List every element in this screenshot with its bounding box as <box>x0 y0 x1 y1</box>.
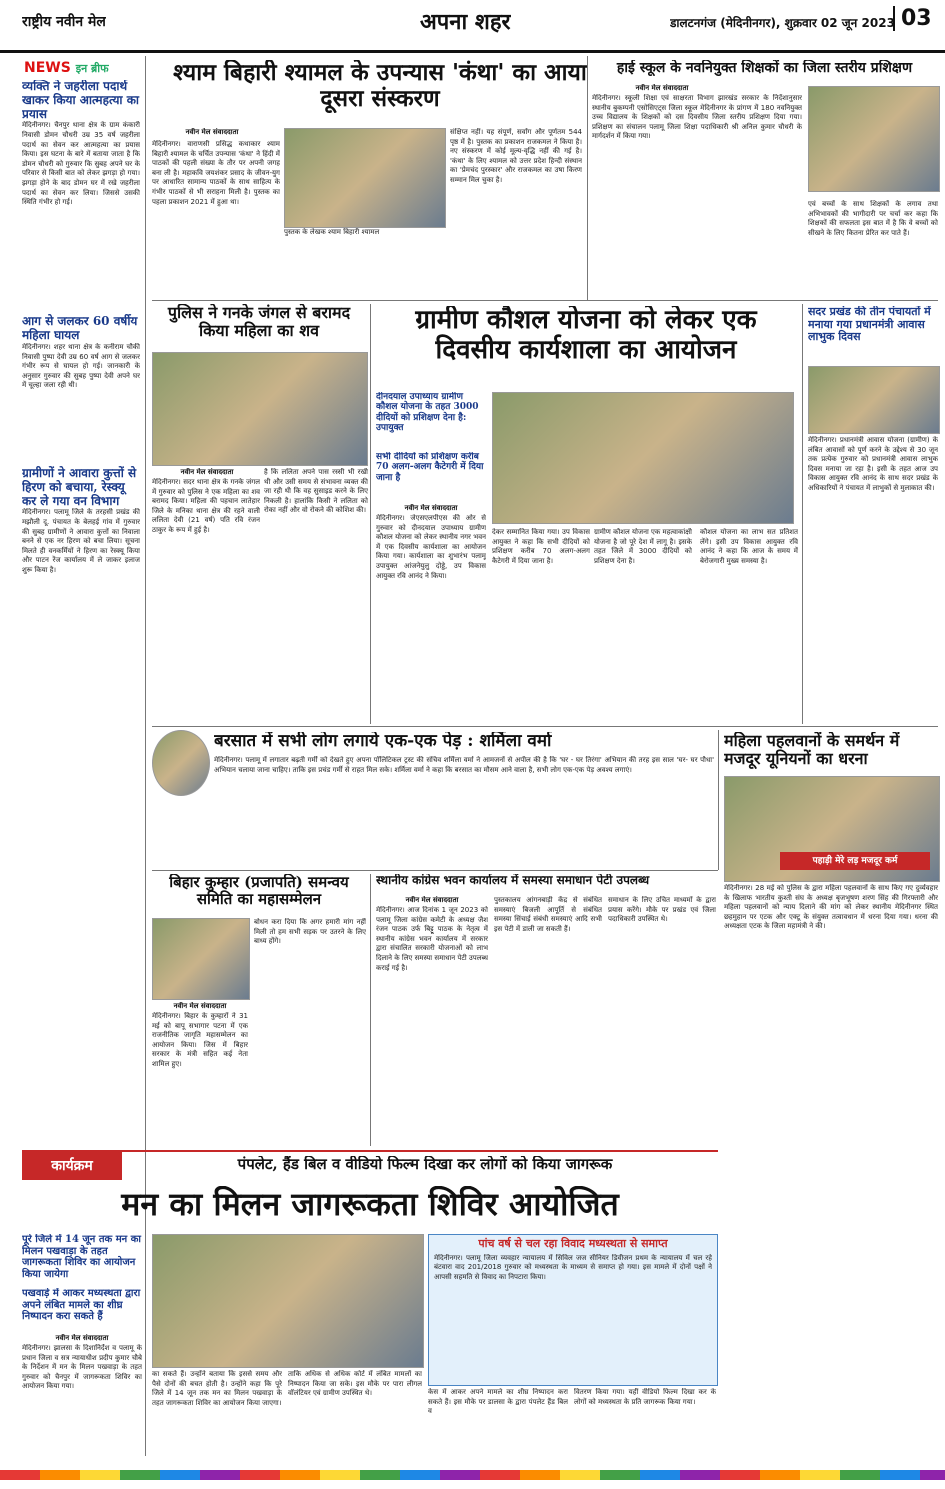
row-divider <box>152 870 718 871</box>
congress-headline: स्थानीय कांग्रेस भवन कार्यालय में समस्या समाधान पेटी उपलब्ध <box>376 874 650 887</box>
gramin-body: मेदिनीनगर। जेएसएलपीएस की ओर से गुरुवार को दीनदयाल उपाध्याय ग्रामीण कौशल योजना को लेकर स्थानीय नगर भवन में एक दिवसीय कार्यशाला का आयोजन किया गया। कार्यशाला का शुभारंभ पलामू उपायुक्त आंजनेयुलु दोड्डे, उप विकास आयुक्त रवि आनंद ने किया। <box>376 514 486 580</box>
police-headline: पुलिस ने गनके जंगल से बरामद किया महिला का शव <box>167 304 351 341</box>
lead-body: मेदिनीनगर। वाराणसी प्रसिद्ध कथाकार श्याम बिहारी श्यामल के चर्चित उपन्यास 'कंथा' ने हिंदी में पाठकों की पहली संख्या के तौर पर अपनी जगह बना ली है। महाकवि जयशंकर प्रसाद के जीवन-युग पर आधारित सामान्य पाठकों के साथ साहित्य के गंभीर पाठकों से भी सराहना मिली है। पुस्तक का पहला प्रकाशन 2021 में हुआ था। <box>152 140 280 206</box>
mediation-kicker: पूरे जिले में 14 जून तक मन का मिलन पखवाड़ा के तहत जागरूकता शिविर का आयोजन किया जायेगा <box>22 1234 141 1280</box>
brief-body-3: मेदिनीनगर। पलामू जिले के तरहसी प्रखंड की मझौली दू. पंचायत के बेलहई गांव में गुरुवार की सुबह ग्रामीणों ने आवारा कुत्तों का निवाला बनने से एक नर हिरण को बचा लिया। सूचना मिलते ही वनकर्मियों ने हिरण का रेस्क्यू किया और पाटन रेंज कार्यालय में ले जाकर इलाज शुरू किया है। <box>22 508 140 574</box>
school-headline: हाई स्कूल के नवनियुक्त शिक्षकों का जिला स्तरीय प्रशिक्षण <box>616 60 913 76</box>
mediation-body-3: ताकि अधिक से अधिक कोर्ट में लंबित मामलों का निष्पादन किया जा सके। इस मौके पर पारा लीगल वॉलंटियर एवं ग्रामीण उपस्थित थे। <box>288 1370 422 1398</box>
brief-title-2: आग से जलकर 60 वर्षीय महिला घायल <box>22 314 138 343</box>
gramin-body-3: ग्रामीण कौशल योजना एक महत्वाकांक्षी योजना है जो पूरे देश में लागू है। इसके तहत जिले में 3000 दीदियों को प्रशिक्षण देना है। <box>594 528 692 565</box>
awas-body: मेदिनीनगर। प्रधानमंत्री आवास योजना (ग्रामीण) के लंबित आवासों को पूर्ण करने के उद्देश्य से 30 जून तक प्रत्येक गुरुवार को प्रधानमंत्री आवास लाभुक दिवस मनाया जा रहा है। इसी के तहत आज उप विकास आयुक्त रवि आनंद के साथ सदर प्रखंड के अधिकारियों ने पंचायत में लाभुकों से मुलाकात की। <box>808 436 938 492</box>
police-body: मेदिनीनगर। सदर थाना क्षेत्र के गनके जंगल में गुरुवार को पुलिस ने एक महिला का शव बरामद किया। महिला की पहचान लातेहार जिले के मनिका थाना क्षेत्र की रहने वाली ललिता देवी (21 वर्ष) पति रवि रंजन ठाकुर के रूप में हुई है। <box>152 478 260 534</box>
karyakram-headline: पंपलेट, हैंड बिल व वीडियो फिल्म दिखा कर लोगों को किया जागरूक <box>237 1156 613 1173</box>
tree-headline: बरसात में सभी लोग लगाये एक-एक पेड़ : शर्मिला वर्मा <box>214 732 552 751</box>
masthead <box>0 0 945 53</box>
column-divider <box>802 304 803 724</box>
school-byline: नवीन मेल संवाददाता <box>635 84 689 92</box>
column-divider <box>370 874 371 1146</box>
gramin-headline: ग्रामीण कौशल योजना को लेकर एक दिवसीय कार्यशाला का आयोजन <box>415 306 757 365</box>
news-label-2: इन ब्रीफ <box>75 62 109 75</box>
lead-body-2: संक्षिप्त नहीं। यह संपूर्ण, सर्वांग और पूर्णतम 544 पृष्ठ में है। पुस्तक का प्रकाशन राजकमल ने किया है। नए संस्करण में कोई मूल्य-वृद्धि नहीं की गई है। 'कंथा' के लिए श्यामल को उत्तर प्रदेश हिन्दी संस्थान का 'प्रेमचंद पुरस्कार' और राजकमल का उषा किरण सम्मान मिल चुका है। <box>450 128 582 184</box>
congress-byline: नवीन मेल संवाददाता <box>405 896 459 904</box>
column-divider <box>718 730 719 870</box>
mediation-photo <box>152 1234 424 1368</box>
section-title: अपना शहर <box>420 9 511 35</box>
school-body: मेदिनीनगर। स्कूली शिक्षा एवं साक्षरता विभाग झारखंड सरकार के निर्देशानुसार स्थानीय बुकम्पनी एसोसिएट्स जिला स्कूल मेदिनीनगर के प्रांगण में 180 नवनियुक्त उच्च विद्यालय के शिक्षकों को दस दिवसीय जिला स्तरीय प्रशिक्षण दिया गया। प्रशिक्षण का संचालन पलामू जिला शिक्षा पदाधिकारी श्री अनिल कुमार चौधरी के मार्गदर्शन में किया गया। <box>592 94 802 141</box>
gramin-photo <box>492 392 794 524</box>
congress-body: मेदिनीनगर। आज दिनांक 1 जून 2023 को पलामू जिला कांग्रेस कमेटी के अध्यक्ष जैश रंजन पाठक उर्फ बिट्टू पाठक के नेतृत्व में स्थानीय कांग्रेस भवन कार्यालय में सरकार द्वारा संचालित सरकारी योजनाओं को लाभ दिलाने के लिए समस्या समाधान पेटी उपलब्ध कराई गई है। <box>376 906 488 972</box>
gramin-byline: नवीन मेल संवाददाता <box>404 504 458 512</box>
page-number: 03 <box>893 6 932 31</box>
mediation-kicker-2: पखवाड़े में आकर मध्यस्थता द्वारा अपने लंबित मामले का शीघ्र निष्पादन करा सकते हैं <box>22 1288 141 1322</box>
karyakram-label: कार्यक्रम <box>22 1152 122 1180</box>
sharmila-photo <box>152 730 210 796</box>
gramin-kicker-2: सभी दीदियों को प्रशिक्षण करीब 70 अलग-अलग कैटेगरी में दिया जाना है <box>376 452 484 483</box>
kumhar-body-2: बोधन करा दिया कि अगर हमारी मांग नहीं मिली तो हम सभी सड़क पर उतरने के लिए बाध्य होंगे। <box>254 918 366 946</box>
kumhar-photo <box>152 918 250 1000</box>
news-brief-tag <box>24 60 109 76</box>
wrestlers-body: मेदिनीनगर। 28 मई को पुलिस के द्वारा महिला पहलवानों के साथ किए गए दुर्व्यवहार के खिलाफ भारतीय कुश्ती संघ के अध्यक्ष बृजभूषण शरण सिंह की गिरफ्तारी और महिला पहलवानों को न्याय दिलाने की मांग को लेकर स्थानीय मेदिनीनगर स्थित छहमुहान पर एटक और एक्टू के संयुक्त तत्वावधान में धरना दिया गया। धरना की अध्यक्षता एटक के जिला महामंत्री ने की। <box>724 884 938 931</box>
mediation-headline: मन का मिलन जागरूकता शिविर आयोजित <box>121 1186 619 1223</box>
mediation-body-2: का सकते हैं। उन्होंने बताया कि इससे समय और पैसे दोनों की बचत होती है। उन्होंने कहा कि पूरे जिले में 14 जून तक मन का मिलन पखवाड़ा के तहत जागरूकता शिविर का आयोजन किया जाएगा। <box>152 1370 282 1407</box>
brief-body-1: मेदिनीनगर। चैनपुर थाना क्षेत्र के ग्राम कंकारी निवासी डोमन चौधरी उम्र 35 वर्ष जहरीला पदार्थ का सेवन कर आत्महत्या का प्रयास किया। इस घटना के बारे में बताया जाता है कि डोमन चौधरी को गुरुवार कि सुबह अपने घर के परिवार से किसी बात को लेकर झगड़ा हो गया। झगड़ा होने के बाद डोमन घर में रखे जहरीला पदार्थ का सेवन कर लिया। जिससे उसकी स्थिति गंभीर हो गई। <box>22 121 140 207</box>
dispute-body-3: वितरण किया गया। यहीं वीडियो फिल्म दिखा कर के लोगों को मध्यस्थता के प्रति जागरूक किया गया। <box>574 1388 716 1406</box>
mediation-body: मेदिनीनगर। झालसा के दिशानिर्देश व पलामू के प्रधान जिला व सत्र न्यायाधीश प्रदीप कुमार चौबे के निर्देशन में मन के मिलन पखवाड़ा के तहत गुरुवार को चैनपुर में जागरूकता शिविर का आयोजन किया गया। <box>22 1344 142 1391</box>
karyakram-bar <box>22 1150 718 1182</box>
column-divider <box>145 56 146 1456</box>
wrestlers-headline: महिला पहलवानों के समर्थन में मजदूर यूनियनों का धरना <box>724 732 900 769</box>
congress-body-3: समाधान के लिए उचित माध्यमों के द्वारा प्रयास करेंगे। मौके पर प्रखंड एवं जिला पदाधिकारी उपस्थित थे। <box>608 896 716 924</box>
newspaper-logo: राष्ट्रीय नवीन मेल <box>22 14 106 30</box>
brief-column <box>22 80 140 950</box>
school-body-2: एवं बच्चों के साथ शिक्षकों के लगाव तथा अभिभावकों की भागीदारी पर चर्चा कर कहा कि शिक्षकों की सफलता इस बात में है कि वे बच्चों को सीखने के लिए कितना प्रेरित कर पाते हैं। <box>808 200 938 237</box>
lead-caption: पुस्तक के लेखक श्याम बिहारी श्यामल <box>284 228 380 236</box>
police-body-2: है कि ललिता अपने पास रस्सी भी रखी थी और उसी समय से संभावना व्यक्त की जा रही थी कि वह सुसाइड करने के लिए निकली है। हालांकि किसी ने ललिता को रोका नहीं और वो रोकने की कोशिश की। <box>264 468 368 515</box>
police-byline: नवीन मेल संवाददाता <box>180 468 234 476</box>
brief-body-2: मेदिनीनगर। शहर थाना क्षेत्र के कनीराम चौकी निवासी पुष्पा देवी उम्र 60 वर्ष आग से जलकर गंभीर रूप से घायल हो गई। जानकारी के अनुसार गुरुवार की सुबह पुष्पा देवी अपने घर में चूल्हा जला रही थी। <box>22 342 140 390</box>
mediation-byline: नवीन मेल संवाददाता <box>55 1334 109 1342</box>
column-divider <box>370 304 371 724</box>
brief-title-1: व्यक्ति ने जहरीला पदार्थ खाकर किया आत्महत्या का प्रयास <box>22 80 140 121</box>
awas-headline: सदर प्रखंड की तीन पंचायतों में मनाया गया प्रधानमंत्री आवास लाभुक दिवस <box>808 306 931 344</box>
protest-banner: पहाड़ी मेरे लड़ मजदूर कर्म <box>780 852 930 870</box>
dispute-box <box>428 1234 718 1386</box>
dateline: डालटनगंज (मेदिनीनगर), शुक्रवार 02 जून 2023 <box>670 16 895 30</box>
dispute-body: मेदिनीनगर। पलामू जिला व्यवहार न्यायालय में सिविल जज सीनियर डिवीजन प्रथम के न्यायालय में चल रहे बंटवारा वाद 201/2018 गुरुवार को मध्यस्थता के माध्यम से समाप्त हो गया। इस मामले में दोनों पक्षों ने आपसी सहमति से विवाद का निपटारा किया। <box>434 1253 712 1281</box>
lead-headline: श्याम बिहारी श्यामल के उपन्यास 'कंथा' का आया दूसरा संस्करण <box>173 60 587 113</box>
awas-intro: कौशल योजना का लाभ सत प्रतिशत लेंगे। इसी उप विकास आयुक्त रवि आनंद ने कहा कि आज के समय में बेरोजगारी मुख्य समस्या है। <box>700 528 798 565</box>
row-divider <box>152 300 938 301</box>
gramin-kicker: दीनदयाल उपाध्याय ग्रामीण कौशल योजना के तहत 3000 दीदियों को प्रशिक्षण देना है: उपायुक्त <box>376 392 479 434</box>
school-photo <box>808 86 940 192</box>
author-photo <box>284 128 446 228</box>
kumhar-headline: बिहार कुम्हार (प्रजापति) समन्वय समिति का महासम्मेलन <box>169 874 349 909</box>
kumhar-byline: नवीन मेल संवाददाता <box>173 1002 227 1010</box>
congress-body-2: पुस्तकालय आंगनबाड़ी केंद्र से संबंधित समस्याएं बिजली आपूर्ति से संबंधित समस्या सिंचाई संबंधी समस्याएं आदि सभी इस पेटी में डाली जा सकती हैं। <box>494 896 602 933</box>
footer-color-bar <box>0 1470 945 1480</box>
brief-title-3: ग्रामीणों ने आवारा कुत्तों से हिरण को बचाया, रेस्क्यू कर ले गया वन विभाग <box>22 465 137 508</box>
police-photo <box>152 352 368 466</box>
awas-photo <box>808 366 940 434</box>
row-divider <box>152 726 938 727</box>
tree-body: मेदिनीनगर। पलामू में लगातार बढ़ती गर्मी को देखते हुए अपना पॉलिटिकल ट्रस्ट की संचिव शर्मिला वर्मा ने आमजनों से अपील की है कि 'घर - घर तिरंगा' अभियान की तरह इस साल 'घर- घर पौधा' अभियान चलाया जाना चाहिए। ताकि इस प्रचंड गर्मी से राहत मिल सके। शर्मिला वर्मा ने कहा कि बरसात का मौसम आने वाला है, सभी लोग एक-एक पेड़ अवश्य लगाएं। <box>214 756 714 774</box>
dispute-headline: पांच वर्ष से चल रहा विवाद मध्यस्थता से समाप्त <box>478 1237 668 1250</box>
gramin-body-2: देकर सम्मानित किया गया। उप विकास आयुक्त ने कहा कि सभी दीदियों को प्रशिक्षण करीब 70 अलग-अलग कैटेगरी में दिया जाना है। <box>492 528 590 565</box>
dispute-body-2: केस में आकर अपने मामले का शीघ्र निष्पादन करा सकते हैं। इस मौके पर डालसा के द्वारा पंपलेट हैंड बिल व <box>428 1388 568 1416</box>
news-label: NEWS <box>24 60 71 76</box>
lead-byline: नवीन मेल संवाददाता <box>185 128 239 136</box>
kumhar-body: मेदिनीनगर। बिहार के कुम्हारों ने 31 मई को बापू सभागार पटना में एक राजनीतिक जागृति महासम्मेलन का आयोजन किया। जिस में बिहार सरकार के मंत्री सहित कई नेता शामिल हुए। <box>152 1012 248 1068</box>
column-divider <box>587 56 588 300</box>
